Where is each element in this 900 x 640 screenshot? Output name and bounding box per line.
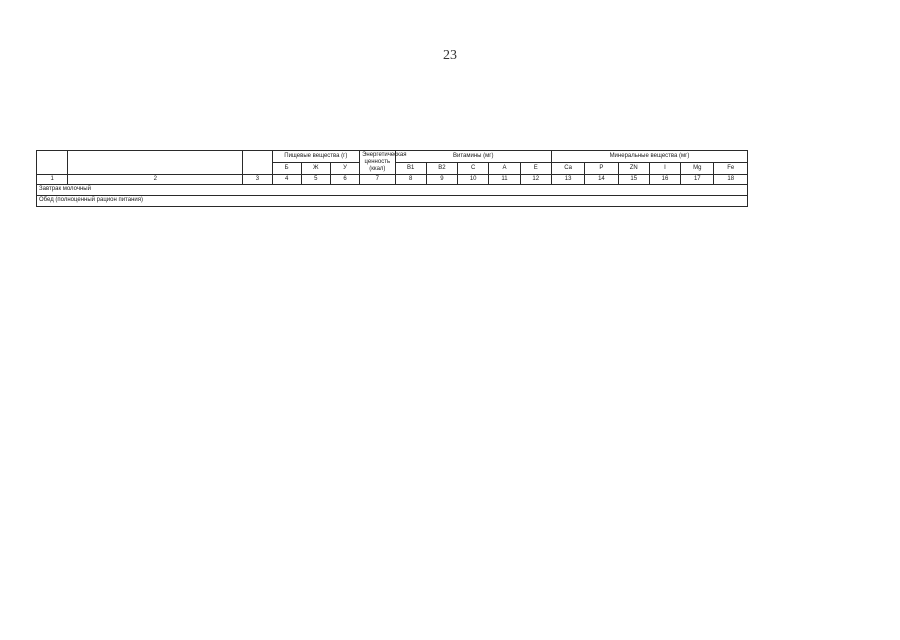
column-number: 5 [301, 174, 330, 184]
section-title-breakfast: Завтрак молочный [37, 184, 748, 195]
vitamin-col-b1: B1 [395, 162, 426, 174]
column-number: 6 [330, 174, 359, 184]
mineral-col-ca: Ca [551, 162, 584, 174]
section-row [37, 184, 748, 195]
empty-header-cell [68, 151, 243, 175]
nutrient-col-carbs: У [330, 162, 359, 174]
column-number: 16 [649, 174, 680, 184]
mineral-col-p: P [585, 162, 618, 174]
column-number: 4 [272, 174, 301, 184]
column-number: 13 [551, 174, 584, 184]
column-number: 14 [585, 174, 618, 184]
column-number: 1 [37, 174, 68, 184]
energy-header: Энергетическая ценность (ккал) [360, 151, 395, 175]
nutrients-header: Пищевые вещества (г) [272, 151, 360, 163]
vitamin-col-c: C [458, 162, 489, 174]
menu-table [36, 150, 748, 207]
column-number: 9 [426, 174, 457, 184]
column-number: 12 [520, 174, 551, 184]
mineral-col-zn: ZN [618, 162, 649, 174]
column-number: 7 [360, 174, 395, 184]
empty-header-cell [37, 151, 68, 175]
column-number: 11 [489, 174, 520, 184]
column-number: 10 [458, 174, 489, 184]
mineral-col-fe: Fe [714, 162, 748, 174]
vitamin-col-e: E [520, 162, 551, 174]
vitamin-col-b2: B2 [426, 162, 457, 174]
mineral-col-i: I [649, 162, 680, 174]
column-number: 3 [243, 174, 272, 184]
section-row [37, 195, 748, 206]
nutrient-col-protein: Б [272, 162, 301, 174]
column-number: 18 [714, 174, 748, 184]
section-title-lunch: Обед (полноценный рацион питания) [37, 195, 748, 206]
column-number: 2 [68, 174, 243, 184]
column-number: 17 [681, 174, 714, 184]
column-numbers-row [37, 174, 748, 184]
menu-sheet [36, 150, 748, 207]
minerals-header: Минеральные вещества (мг) [551, 151, 747, 163]
vitamin-col-a: A [489, 162, 520, 174]
mineral-col-mg: Mg [681, 162, 714, 174]
column-number: 8 [395, 174, 426, 184]
page-number: 23 [443, 48, 457, 63]
nutrient-col-fat: Ж [301, 162, 330, 174]
vitamins-header: Витамины (мг) [395, 151, 551, 163]
empty-header-cell [243, 151, 272, 175]
column-number: 15 [618, 174, 649, 184]
